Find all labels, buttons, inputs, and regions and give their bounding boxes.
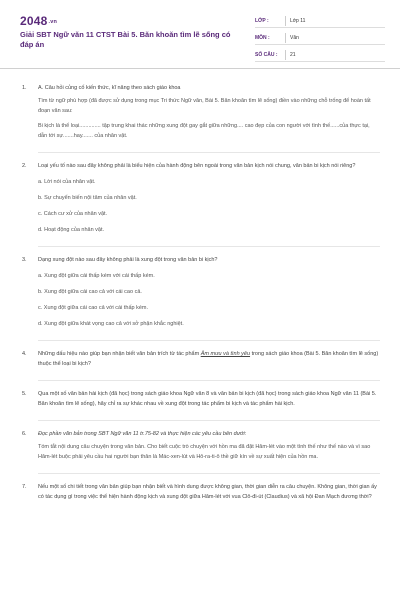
question-text: A. Câu hỏi củng cố kiến thức, kĩ năng theo sách giáo khoa	[38, 85, 181, 91]
question-number: 5.	[22, 391, 27, 397]
question-6	[0, 429, 400, 462]
meta-separator	[285, 33, 286, 43]
logo-text: 2048	[20, 14, 48, 28]
question-list	[0, 83, 400, 513]
divider	[38, 420, 380, 421]
question-number: 6.	[22, 431, 27, 437]
meta-row-count	[255, 48, 385, 62]
meta-row-class	[255, 14, 385, 28]
question-body	[38, 389, 380, 409]
question-7	[0, 482, 400, 502]
question-text: Loại yếu tố nào sau đây không phải là biểu hiện của hành động bên ngoài trong văn bản kịch nói chung, văn bản bi kịch nói riêng?	[38, 163, 356, 169]
divider	[38, 380, 380, 381]
question-body	[38, 161, 380, 235]
question-text: Dạng xung đột nào sau đây không phải là xung đột trong văn bản bi kịch?	[38, 257, 218, 263]
question-instruction: Tìm từ ngữ phù hợp (đã được sử dụng trong mục Tri thức Ngữ văn, Bài 5. Băn khoăn tìm lẽ sống) điền vào những chỗ trống để hoàn tất đoạn văn sau:	[38, 98, 371, 114]
meta-value-subject: Văn	[290, 34, 299, 41]
question-body	[38, 255, 380, 329]
question-text: Đọc phần văn bản trong SBT Ngữ văn 11 tr.75-82 và thực hiện các yêu cầu bên dưới:	[38, 431, 247, 437]
answer-option[interactable]: a. Lời nói của nhân vật.	[38, 179, 96, 185]
question-body	[38, 83, 380, 141]
meta-separator	[285, 50, 286, 60]
meta-label-class: LỚP :	[255, 17, 269, 24]
answer-option[interactable]: b. Xung đột giữa cái cao cả với cái cao cả.	[38, 289, 142, 295]
question-number: 1.	[22, 85, 27, 91]
question-text-part: Những dấu hiệu nào giúp bạn nhận biết văn bản trích từ tác phẩm	[38, 351, 201, 357]
meta-label-count: SỐ CÂU :	[255, 51, 278, 58]
meta-value-count: 21	[290, 51, 296, 58]
divider	[38, 473, 380, 474]
meta-separator	[285, 16, 286, 26]
question-number: 4.	[22, 351, 27, 357]
answer-option[interactable]: d. Xung đột giữa khát vọng cao cả với sở phận khắc nghiệt.	[38, 321, 184, 327]
page-header	[0, 0, 400, 62]
answer-option[interactable]: c. Cách cư xử của nhân vật.	[38, 211, 108, 217]
question-body	[38, 429, 380, 462]
question-text	[38, 349, 380, 369]
divider	[38, 152, 380, 153]
meta-value-class: Lớp 11	[290, 17, 306, 24]
question-text: Nếu một số chi tiết trong văn bản giúp bạn nhận biết và hình dung được không gian, thời gian diễn ra câu chuyện. Không gian, thời gian ấy có tác dụng gì trong việc thể hiện hành động kịch và xung đột giữa Hăm-lét với vua Clô-đi-út (Claudius) và xã hội Đan Mạch đương thời?	[38, 484, 377, 500]
meta-label-subject: MÔN :	[255, 34, 270, 41]
question-passage: Bi kịch là thể loại.............. tập trung khai thác những xung đột gay gắt giữa những.... cao đẹp của con người với tình thế......của thực tại, dẫn tới sự.......hay....... của nhân vật.	[38, 123, 370, 139]
logo-suffix: .vn	[48, 18, 58, 25]
site-logo[interactable]	[20, 14, 57, 28]
question-number: 3.	[22, 257, 27, 263]
question-5	[0, 389, 400, 409]
question-1	[0, 83, 400, 141]
answer-option[interactable]: d. Hoạt động của nhân vật.	[38, 227, 105, 233]
page-title: Giải SBT Ngữ văn 11 CTST Bài 5. Băn khoăn tìm lẽ sống có đáp án	[20, 30, 231, 49]
question-instruction: Tóm tắt nội dung câu chuyện trong văn bản. Cho biết cuộc trò chuyện với hồn ma đã đặt Hăm-lét vào một tình thế như thế nào và vì sao Hăm-lét buộc phải yêu cầu hai người bạn thân là Mác-xen-lút và Hô-ra-ti-ô thề giữ kín về sự xuất hiện của hồn ma.	[38, 444, 371, 460]
question-number: 7.	[22, 484, 27, 490]
answer-option[interactable]: a. Xung đột giữa cái thấp kém với cái thấp kém.	[38, 273, 155, 279]
question-2	[0, 161, 400, 235]
divider	[38, 340, 380, 341]
question-number: 2.	[22, 163, 27, 169]
work-title: Âm mưu và tình yêu	[200, 351, 251, 357]
answer-option[interactable]: b. Sự chuyển biến nội tâm của nhân vật.	[38, 195, 137, 201]
question-body	[38, 482, 380, 502]
question-4	[0, 349, 400, 369]
question-body	[38, 349, 380, 369]
meta-row-subject	[255, 31, 385, 45]
question-text: Qua một số văn bản hài kịch (đã học) trong sách giáo khoa Ngữ văn 8 và văn bản bi kịch (đã học) trong sách giáo khoa Ngữ văn 11 (Bài 5. Băn khoăn tìm lẽ sống), hãy chỉ ra sự khác nhau về xung đột trong tác phẩm bi kịch và tác phẩm hài kịch.	[38, 391, 377, 407]
answer-option[interactable]: c. Xung đột giữa cái cao cả với cái thấp kém.	[38, 305, 149, 311]
question-text-part: trong sách giáo khoa (Bài 5. Băn khoăn tìm lẽ sống) thuộc thể loại bi kịch?	[38, 351, 379, 367]
meta-info	[255, 14, 385, 65]
header-divider	[0, 68, 400, 69]
question-3	[0, 255, 400, 329]
divider	[38, 246, 380, 247]
